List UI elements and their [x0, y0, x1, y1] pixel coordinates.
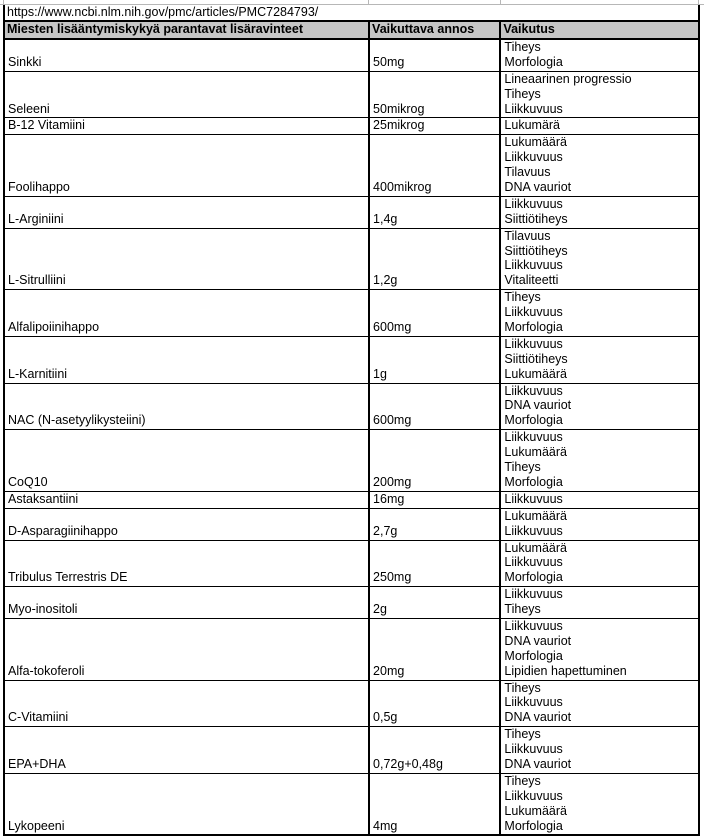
supplement-name: EPA+DHA: [8, 756, 66, 771]
supplement-name: Myo-inositoli: [8, 602, 78, 617]
supplement-name: Alfa-tokoferoli: [8, 663, 85, 678]
effects-cell[interactable]: [500, 383, 699, 430]
dose-value: 2,7g: [373, 523, 398, 538]
supplement-name-cell[interactable]: [4, 727, 369, 774]
dose-cell[interactable]: [369, 508, 500, 540]
dose-cell[interactable]: [369, 587, 500, 619]
dose-cell[interactable]: [369, 196, 500, 228]
dose-value: 1g: [373, 366, 387, 381]
effects-cell[interactable]: [500, 135, 699, 197]
table-row: [4, 135, 699, 197]
table-row: [4, 587, 699, 619]
supplement-name-cell[interactable]: [4, 618, 369, 680]
supplement-name-cell[interactable]: [4, 336, 369, 383]
effect-line: Morfologia: [504, 413, 563, 428]
effect-line: Liikkuvuus: [504, 258, 563, 273]
supplement-name: B-12 Vitamiini: [8, 118, 85, 133]
table-row: [4, 491, 699, 508]
effect-line: Liikkuvuus: [504, 695, 563, 710]
dose-cell[interactable]: [369, 336, 500, 383]
effects-cell[interactable]: [500, 508, 699, 540]
supplement-name-cell[interactable]: [4, 135, 369, 197]
col-header-supplement[interactable]: Miesten lisääntymiskykyä parantavat lisäravinteet: [4, 21, 369, 39]
effect-line: Morfologia: [504, 320, 563, 335]
effect-line: Siittiötiheys: [504, 211, 568, 226]
effect-line: Tiheys: [504, 86, 541, 101]
dose-value: 20mg: [373, 663, 405, 678]
effect-line: Liikkuvuus: [504, 618, 563, 633]
supplement-name: D-Asparagiinihappo: [8, 523, 118, 538]
supplement-name: L-Arginiini: [8, 211, 64, 226]
url-cell[interactable]: https://www.ncbi.nlm.nih.gov/pmc/articles/PMC7284793/: [3, 5, 700, 20]
supplement-name-cell[interactable]: [4, 71, 369, 118]
effects-cell[interactable]: [500, 290, 699, 337]
effect-line: Lukumärä: [504, 118, 561, 133]
effect-line: Lipidien hapettuminen: [504, 663, 627, 678]
effect-line: Lineaarinen progressio: [504, 71, 632, 86]
table-row: [4, 680, 699, 727]
effect-line: DNA vauriot: [504, 633, 572, 648]
dose-cell[interactable]: [369, 491, 500, 508]
effects-cell[interactable]: [500, 491, 699, 508]
effect-line: Morfologia: [504, 648, 563, 663]
dose-cell[interactable]: [369, 290, 500, 337]
dose-value: 250mg: [373, 570, 412, 585]
dose-cell[interactable]: [369, 118, 500, 135]
effect-line: Siittiötiheys: [504, 351, 568, 366]
effect-line: Liikkuvuus: [504, 742, 563, 757]
dose-value: 0,72g+0,48g: [373, 756, 443, 771]
dose-value: 1,2g: [373, 273, 398, 288]
effect-line: Lukumäärä: [504, 366, 567, 381]
effect-line: Liikkuvuus: [504, 101, 563, 116]
dose-value: 400mikrog: [373, 180, 432, 195]
supplement-name-cell[interactable]: [4, 228, 369, 290]
col-header-effect[interactable]: Vaikutus: [500, 21, 699, 39]
supplement-name-cell[interactable]: [4, 430, 369, 492]
supplement-name: NAC (N-asetyylikysteiini): [8, 413, 146, 428]
supplement-name-cell[interactable]: [4, 196, 369, 228]
effects-cell[interactable]: [500, 680, 699, 727]
effect-line: Morfologia: [504, 818, 563, 833]
effects-cell[interactable]: [500, 727, 699, 774]
table-row: [4, 727, 699, 774]
supplement-name: Astaksantiini: [8, 491, 79, 506]
effect-line: DNA vauriot: [504, 710, 572, 725]
effect-line: Liikkuvuus: [504, 430, 563, 445]
dose-value: 50mikrog: [373, 101, 425, 116]
effect-line: Liikkuvuus: [504, 150, 563, 165]
effect-line: Liikkuvuus: [504, 555, 563, 570]
effect-line: Tiheys: [504, 773, 541, 788]
table-row: [4, 71, 699, 118]
supplement-name-cell[interactable]: [4, 587, 369, 619]
dose-value: 4mg: [373, 818, 398, 833]
table-row: [4, 773, 699, 835]
dose-cell[interactable]: [369, 430, 500, 492]
table-row: [4, 118, 699, 135]
supplement-name: L-Karnitiini: [8, 366, 68, 381]
table-row: [4, 508, 699, 540]
effects-cell[interactable]: [500, 430, 699, 492]
supplement-name: Sinkki: [8, 54, 42, 69]
supplement-name-cell[interactable]: [4, 383, 369, 430]
effect-line: Liikkuvuus: [504, 305, 563, 320]
table-row: [4, 618, 699, 680]
dose-value: 600mg: [373, 413, 412, 428]
supplement-name-cell[interactable]: [4, 39, 369, 71]
dose-cell[interactable]: [369, 135, 500, 197]
supplement-name-cell[interactable]: [4, 290, 369, 337]
table-row: [4, 39, 699, 71]
dose-value: 600mg: [373, 320, 412, 335]
effect-line: Tilavuus: [504, 228, 551, 243]
effect-line: Tilavuus: [504, 165, 551, 180]
supplement-name-cell[interactable]: [4, 491, 369, 508]
effects-cell[interactable]: [500, 773, 699, 835]
supplement-name: L-Sitrulliini: [8, 273, 66, 288]
supplement-name-cell[interactable]: [4, 508, 369, 540]
effect-line: Liikkuvuus: [504, 788, 563, 803]
effect-line: Liikkuvuus: [504, 523, 563, 538]
supplement-name-cell[interactable]: [4, 680, 369, 727]
table-row: [4, 290, 699, 337]
effects-cell[interactable]: [500, 228, 699, 290]
effect-line: DNA vauriot: [504, 180, 572, 195]
col-header-dose[interactable]: Vaikuttava annos: [369, 21, 500, 39]
dose-value: 25mikrog: [373, 118, 425, 133]
dose-value: 200mg: [373, 474, 412, 489]
dose-value: 50mg: [373, 54, 405, 69]
dose-cell[interactable]: [369, 39, 500, 71]
effects-cell[interactable]: [500, 587, 699, 619]
dose-cell[interactable]: [369, 540, 500, 587]
effect-line: Liikkuvuus: [504, 383, 563, 398]
supplement-name: C-Vitamiini: [8, 710, 69, 725]
supplement-name-cell[interactable]: [4, 540, 369, 587]
table-row: [4, 540, 699, 587]
effect-line: Morfologia: [504, 474, 563, 489]
effect-line: Tiheys: [504, 602, 541, 617]
supplement-name: Tribulus Terrestris DE: [8, 570, 128, 585]
table-row: [4, 430, 699, 492]
dose-cell[interactable]: [369, 773, 500, 835]
effect-line: Liikkuvuus: [504, 336, 563, 351]
dose-value: 0,5g: [373, 710, 398, 725]
effect-line: Liikkuvuus: [504, 587, 563, 602]
dose-cell[interactable]: [369, 727, 500, 774]
effect-line: Tiheys: [504, 290, 541, 305]
effects-cell[interactable]: [500, 71, 699, 118]
effect-line: Lukumäärä: [504, 803, 567, 818]
effect-line: Morfologia: [504, 570, 563, 585]
effects-cell[interactable]: [500, 118, 699, 135]
supplement-name: Foolihappo: [8, 180, 70, 195]
effect-line: Lukumäärä: [504, 540, 567, 555]
dose-cell[interactable]: [369, 71, 500, 118]
supplement-name: CoQ10: [8, 474, 48, 489]
table-row: [4, 336, 699, 383]
effect-line: Liikkuvuus: [504, 491, 563, 506]
dose-value: 2g: [373, 602, 387, 617]
dose-cell[interactable]: [369, 618, 500, 680]
effect-line: Tiheys: [504, 460, 541, 475]
dose-cell[interactable]: [369, 680, 500, 727]
dose-value: 16mg: [373, 491, 405, 506]
effect-line: Tiheys: [504, 40, 541, 54]
header-row: [4, 21, 699, 39]
effect-line: Lukumäärä: [504, 135, 567, 150]
table-row: [4, 228, 699, 290]
dose-cell[interactable]: [369, 383, 500, 430]
effect-line: Vitaliteetti: [504, 273, 559, 288]
table-row: [4, 196, 699, 228]
supplement-name: Lykopeeni: [8, 818, 65, 833]
effect-line: Lukumäärä: [504, 508, 567, 523]
effect-line: Morfologia: [504, 54, 563, 69]
supplement-name: Alfalipoiinihappo: [8, 320, 100, 335]
effect-line: Tiheys: [504, 680, 541, 695]
effect-line: Lukumäärä: [504, 445, 567, 460]
supplement-name-cell[interactable]: [4, 118, 369, 135]
supplement-name: Seleeni: [8, 101, 50, 116]
effect-line: Liikkuvuus: [504, 196, 563, 211]
effect-line: DNA vauriot: [504, 756, 572, 771]
effects-cell[interactable]: [500, 336, 699, 383]
effects-cell[interactable]: [500, 196, 699, 228]
effects-cell[interactable]: [500, 39, 699, 71]
supplement-name-cell[interactable]: [4, 773, 369, 835]
effect-line: Tiheys: [504, 727, 541, 742]
table-row: [4, 383, 699, 430]
supplements-table: [3, 20, 700, 836]
dose-cell[interactable]: [369, 228, 500, 290]
effects-cell[interactable]: [500, 618, 699, 680]
effect-line: DNA vauriot: [504, 398, 572, 413]
effects-cell[interactable]: [500, 540, 699, 587]
effect-line: Siittiötiheys: [504, 243, 568, 258]
dose-value: 1,4g: [373, 211, 398, 226]
